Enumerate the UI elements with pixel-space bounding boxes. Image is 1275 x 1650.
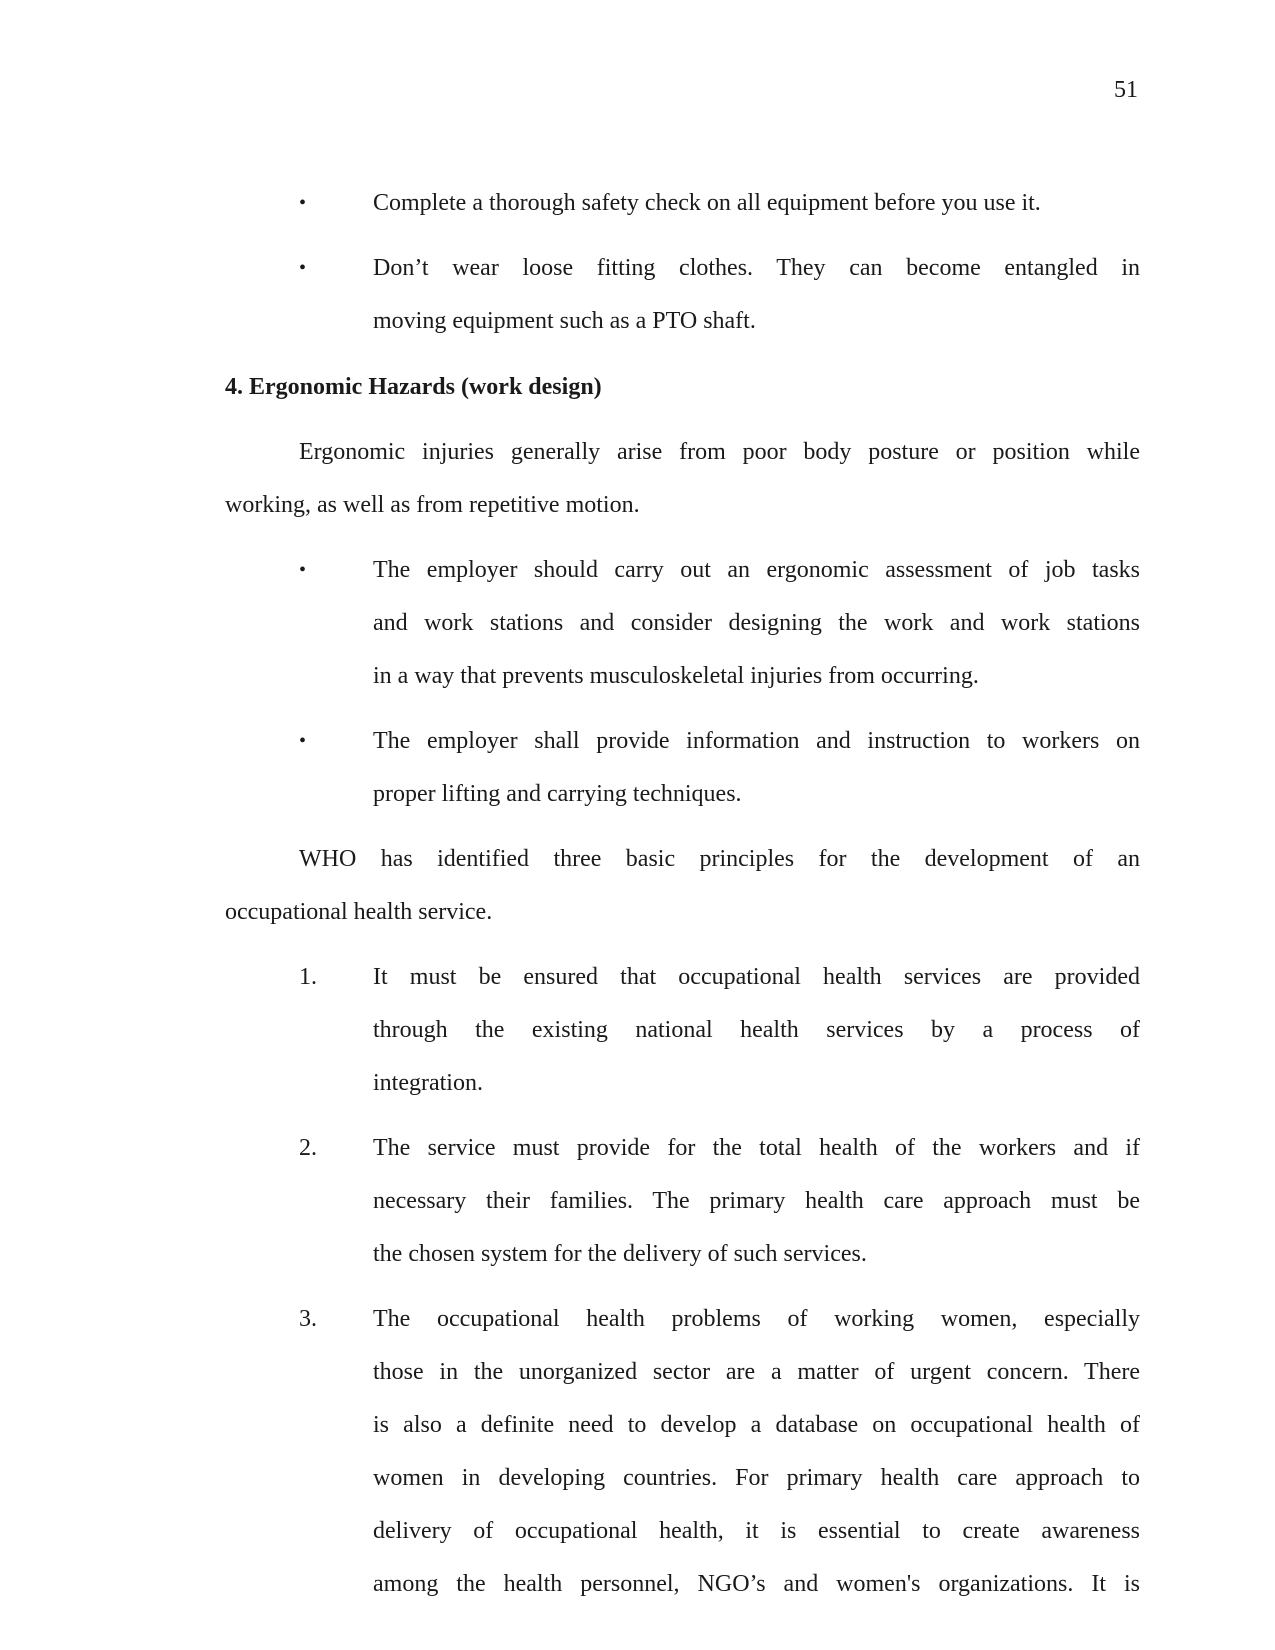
list-item-text: integration. (373, 1070, 483, 1096)
list-item-text: women in developing countries. For primary health care approach to (373, 1465, 1140, 1491)
list-item-text: It must be ensured that occupational health services are provided (373, 964, 1140, 990)
list-number: 1. (299, 964, 317, 990)
list-item-text: The employer should carry out an ergonomic assessment of job tasks (373, 557, 1140, 583)
list-item-text: in a way that prevents musculoskeletal injuries from occurring. (373, 663, 979, 689)
principle-item-2 (225, 1122, 1140, 1281)
list-item-text: among the health personnel, NGO’s and women's organizations. It is (373, 1571, 1140, 1597)
list-item-text: Complete a thorough safety check on all equipment before you use it. (373, 190, 1041, 216)
list-item-text: moving equipment such as a PTO shaft. (373, 308, 756, 334)
bullet-marker: • (299, 257, 307, 279)
section-heading: 4. Ergonomic Hazards (work design) (225, 374, 602, 400)
list-item-ergonomic-assessment (225, 544, 1140, 703)
list-number: 3. (299, 1306, 317, 1332)
list-number: 2. (299, 1135, 317, 1161)
list-item-text: The occupational health problems of working women, especially (373, 1306, 1140, 1332)
list-item-text: necessary their families. The primary health care approach must be (373, 1188, 1140, 1214)
ergonomic-intro-paragraph (225, 426, 1140, 532)
paragraph-line: Ergonomic injuries generally arise from poor body posture or position while (299, 439, 1140, 465)
list-item-text: those in the unorganized sector are a matter of urgent concern. There (373, 1359, 1140, 1385)
list-item-text: is also a definite need to develop a database on occupational health of (373, 1412, 1140, 1438)
list-item-text: and work stations and consider designing the work and work stations (373, 610, 1140, 636)
page-number: 51 (1114, 77, 1138, 103)
list-item-lifting-instruction (225, 715, 1140, 821)
bullet-marker: • (299, 730, 307, 752)
list-item-text: The employer shall provide information and instruction to workers on (373, 728, 1140, 754)
bullet-marker: • (299, 192, 307, 214)
paragraph-line: WHO has identified three basic principles for the development of an (299, 846, 1140, 872)
page-content (225, 177, 1140, 1611)
principle-item-3 (225, 1293, 1140, 1611)
list-item-safety-check (225, 177, 1140, 230)
list-item-text: delivery of occupational health, it is essential to create awareness (373, 1518, 1140, 1544)
principle-item-1 (225, 951, 1140, 1110)
paragraph-line: occupational health service. (225, 899, 493, 925)
list-item-text: Don’t wear loose fitting clothes. They can become entangled in (373, 255, 1140, 281)
who-intro-paragraph (225, 833, 1140, 939)
list-item-loose-clothes (225, 242, 1140, 348)
list-item-text: the chosen system for the delivery of such services. (373, 1241, 867, 1267)
paragraph-line: working, as well as from repetitive motion. (225, 492, 640, 518)
list-item-text: proper lifting and carrying techniques. (373, 781, 742, 807)
list-item-text: The service must provide for the total health of the workers and if (373, 1135, 1140, 1161)
list-item-text: through the existing national health services by a process of (373, 1017, 1140, 1043)
bullet-marker: • (299, 559, 307, 581)
